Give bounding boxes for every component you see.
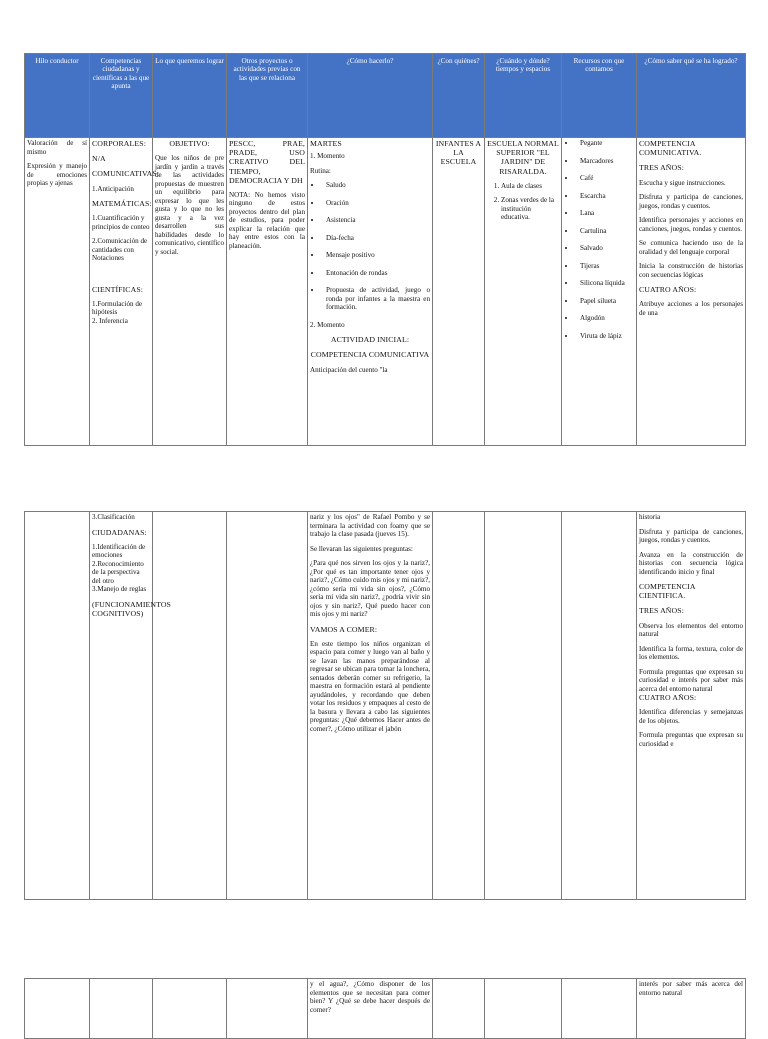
cell-hilo: [25, 138, 90, 446]
logro-item: historia: [639, 513, 661, 521]
recurso-item: • Lana: [576, 209, 634, 218]
recurso-item: • Algodón: [576, 314, 634, 323]
header-otros-proyectos: Otros proyectos o actividades previas con las que se relaciona: [227, 54, 308, 138]
competencia-comunicativas: COMUNICATIVAS:: [92, 169, 160, 179]
recurso-item: • Viruta de lápiz: [576, 332, 634, 341]
cell-quienes: [433, 138, 485, 446]
competencia-item: 2. Inferencia: [92, 316, 128, 325]
cuando-escuela: ESCUELA NORMAL SUPERIOR "EL JARDIN" DE RISARALDA.: [487, 139, 559, 176]
competencia-item: 1.Anticipación: [92, 184, 134, 193]
logro-item: Observa los elementos del entorno natural: [639, 621, 743, 639]
competencia-matematicas: MATEMÁTICAS:: [92, 199, 152, 209]
cell-logro: [637, 512, 746, 900]
como-text: Se llevaran las siguientes preguntas:: [310, 544, 413, 553]
competencia-item: 3.Clasificación: [92, 513, 135, 521]
rutina-item: • Saludo: [322, 181, 430, 190]
cell-otros-proyectos: [227, 138, 308, 446]
competencia-item: 3.Manejo de reglas: [92, 585, 147, 594]
cell-cuando: [485, 979, 562, 1039]
cell-competencias: [90, 138, 160, 446]
cell-recursos: [562, 138, 637, 446]
cuando-item: 1. Aula de clases: [501, 182, 559, 191]
content-row: [25, 979, 746, 1039]
recurso-item: • Escarcha: [576, 192, 634, 201]
rutina-list: [310, 181, 430, 312]
como-momento: 2. Momento: [310, 320, 345, 329]
logro-competencia: COMPETENCIA COMUNICATIVA.: [639, 139, 702, 158]
rutina-item: • Día-fecha: [322, 234, 430, 243]
quienes-text: INFANTES A LA ESCUELA: [435, 139, 482, 167]
cell-otros-proyectos: [227, 979, 308, 1039]
vamos-a-comer: VAMOS A COMER:: [310, 624, 378, 634]
objetivo-text: Que los niños de pre jardín y jardín a través de las actividades propuestas de muestren un equilibrio para expresar lo que les gusta y lo que no les gusta y a la vez desarrollen sus habilidades desde lo comunicativo, científico y social.: [155, 154, 224, 256]
rutina-item: • Mensaje positivo: [322, 251, 430, 260]
como-text: y el agua?, ¿Cómo disponer de los elementos que se necesitan para comer bien? Y ¿Qué se debe hacer después de comer?: [310, 980, 430, 1014]
cell-como: [308, 138, 433, 446]
logro-item: Avanza en la construcción de historias con secuencia lógica identificando inicio y final: [639, 550, 743, 576]
header-quienes: ¿Con quiénes?: [433, 54, 485, 138]
logro-item: Identifica personajes y acciones en canciones, juegos, rondas y cuentos.: [639, 216, 743, 233]
hilo-item: Expresión y manejo de emociones propias y ajenas: [27, 162, 87, 187]
cell-lograr: [153, 979, 227, 1039]
como-text: En este tiempo los niños organizan el espacio para comer y luego van al baño y se lavan las manos preparándose al regresar se ubican para tomar la lonchera, sentados deberán comer su refrigerio, la maestra en formación estará al pendiente ayudándoles, y recordando que deben votar los residuos y empaques al cesto de la basura y llevara a cabo las siguientes preguntas: ¿Qué debemos Hacer antes de comer?, ¿Cómo utilizar el jabón: [310, 639, 430, 733]
hilo-item: Valoración de sí mismo: [27, 139, 87, 156]
cell-como: [308, 979, 433, 1039]
logro-edad: TRES AÑOS:: [639, 163, 684, 173]
logro-item: Disfruta y participa de canciones, juegos, rondas y cuentos.: [639, 193, 743, 210]
cell-como: [308, 512, 433, 900]
content-row: [25, 138, 746, 446]
logro-edad: CUATRO AÑOS:: [639, 285, 697, 295]
cell-cuando: [485, 138, 562, 446]
competencia-item: 1.Cuantificación y principios de conteo: [92, 214, 150, 231]
logro-item: interés por saber más acerca del entorno natural: [639, 980, 743, 997]
content-row: [25, 512, 746, 900]
rutina-item: • Asistencia: [322, 216, 430, 225]
cell-hilo: [25, 512, 90, 900]
logro-item: Formula preguntas que expresan su curiosidad e interés por saber más acerca del entorno natural: [639, 667, 743, 693]
competencia-item: 1.Identificación de emociones: [92, 542, 146, 560]
otros-proyectos-note: NOTA: No hemos visto ninguno de estos proyectos dentro del plan de estudios, para poder explicar la relación que hay entre estos con la planeación.: [229, 190, 305, 250]
header-lograr: Lo que queremos lograr: [153, 54, 227, 138]
competencia-cientificas: CIENTÍFICAS:: [92, 284, 144, 294]
planning-table-page-2: [24, 511, 746, 900]
planning-table-page-1: [24, 53, 746, 446]
como-preguntas: ¿Para qué nos sirven los ojos y la nariz?, ¿Por qué es tan importante tener ojos y nariz?, ¿Cómo cuido mis ojos y mi nariz?, ¿cómo sería mi vida sin ojos?, ¿Cómo sería mi vida sin nariz?, ¿podría vivir sin ojos y sin nariz?, Qué puedo hacer con mis ojos y mi nariz?: [310, 559, 430, 618]
cell-competencias: [90, 512, 171, 900]
header-competencias: Competencias ciudadanas y científicas a las que apunta: [90, 54, 153, 138]
cuando-list: [487, 182, 559, 222]
competencia-item: 1.Formulación de hipótesis: [92, 299, 143, 317]
recurso-item: • Silicona líquida: [576, 279, 634, 288]
cell-otros-proyectos: [227, 512, 308, 900]
como-momento: 1. Momento: [310, 152, 345, 161]
logro-item: Formula preguntas que expresan su curiosidad e: [639, 731, 743, 748]
competencia-corporales: CORPORALES:: [92, 139, 146, 148]
competencia-item: 2.Reconocimiento de la perspectiva del otro: [92, 559, 144, 585]
cell-cuando: [485, 512, 562, 900]
competencia-item: 2.Comunicación de cantidades con Notaciones: [92, 237, 148, 263]
logro-item: Atribuye acciones a los personajes de una: [639, 300, 743, 317]
header-recursos: Recursos con que contamos: [562, 54, 637, 138]
otros-proyectos-title: PESCC, PRAE, PRADE, USO CREATIVO DEL TIEMPO, DEMOCRACIA Y DH: [229, 139, 305, 185]
logro-item: Identifica diferencias y semejanzas de los objetos.: [639, 708, 743, 725]
rutina-item: • Propuesta de actividad, juego o ronda por infantes a la maestra en formación.: [322, 286, 430, 312]
recurso-item: • Tijeras: [576, 262, 634, 271]
cell-quienes: [433, 512, 485, 900]
rutina-item: • Oración: [322, 199, 430, 208]
competencia-comunicativa: COMPETENCIA COMUNICATIVA: [310, 350, 430, 360]
cell-recursos: [562, 512, 637, 900]
anticipacion-text: Anticipación del cuento "la: [310, 365, 388, 374]
planning-table-page-3: [24, 978, 746, 1039]
logro-item: Escucha y sigue instrucciones.: [639, 178, 726, 187]
competencia-na: N/A: [92, 154, 106, 164]
cell-quienes: [433, 979, 485, 1039]
competencia-funcionamientos: (FUNCIONAMIENTOS COGNITIVOS): [92, 599, 171, 618]
recursos-list: [564, 139, 634, 340]
recurso-item: • Café: [576, 174, 634, 183]
cell-hilo: [25, 979, 90, 1039]
header-cuando: ¿Cuándo y dónde? tiempos y espacios: [485, 54, 562, 138]
recurso-item: • Papel silueta: [576, 297, 634, 306]
logro-edad: CUATRO AÑOS:: [639, 693, 697, 703]
cell-lograr: [153, 512, 227, 900]
actividad-inicial: ACTIVIDAD INICIAL:: [330, 335, 410, 345]
logro-item: Disfruta y participa de canciones, juegos, rondas y cuentos.: [639, 527, 743, 544]
header-hilo: Hilo conductor: [25, 54, 90, 138]
recurso-item: • Marcadores: [576, 157, 634, 166]
cell-recursos: [562, 979, 637, 1039]
como-text: nariz y los ojos" de Rafael Pombo y se terminara la actividad con foamy que se trabajo la clase pasada (jueves 15).: [310, 513, 430, 538]
recurso-item: • Salvado: [576, 244, 634, 253]
cuando-item: 2. Zonas verdes de la institución educativa.: [501, 196, 559, 222]
cell-logro: [637, 979, 746, 1039]
cell-competencias: [90, 979, 153, 1039]
header-logro: ¿Cómo saber qué se ha logrado?: [637, 54, 746, 138]
recurso-item: • Pegante: [576, 139, 634, 148]
como-dia: MARTES: [310, 139, 342, 148]
logro-item: Inicia la construcción de historias con secuencias lógicas: [639, 262, 743, 279]
recurso-item: • Cartulina: [576, 227, 634, 236]
logro-item: Se comunica haciendo uso de la oralidad y del lenguaje corporal: [639, 239, 743, 256]
competencia-ciudadanas: CIUDADANAS:: [92, 527, 147, 537]
objetivo-title: OBJETIVO:: [169, 139, 210, 148]
logro-edad: TRES AÑOS:: [639, 606, 684, 616]
logro-competencia: COMPETENCIA CIENTIFICA.: [639, 582, 696, 601]
header-como: ¿Cómo hacerlo?: [308, 54, 433, 138]
cell-lograr: [153, 138, 227, 446]
logro-item: Identifica la forma, textura, color de los elementos.: [639, 644, 743, 662]
rutina-item: • Entonación de rondas: [322, 269, 430, 278]
header-row: [25, 54, 746, 138]
cell-logro: [637, 138, 746, 446]
como-rutina: Rutina:: [310, 166, 331, 175]
